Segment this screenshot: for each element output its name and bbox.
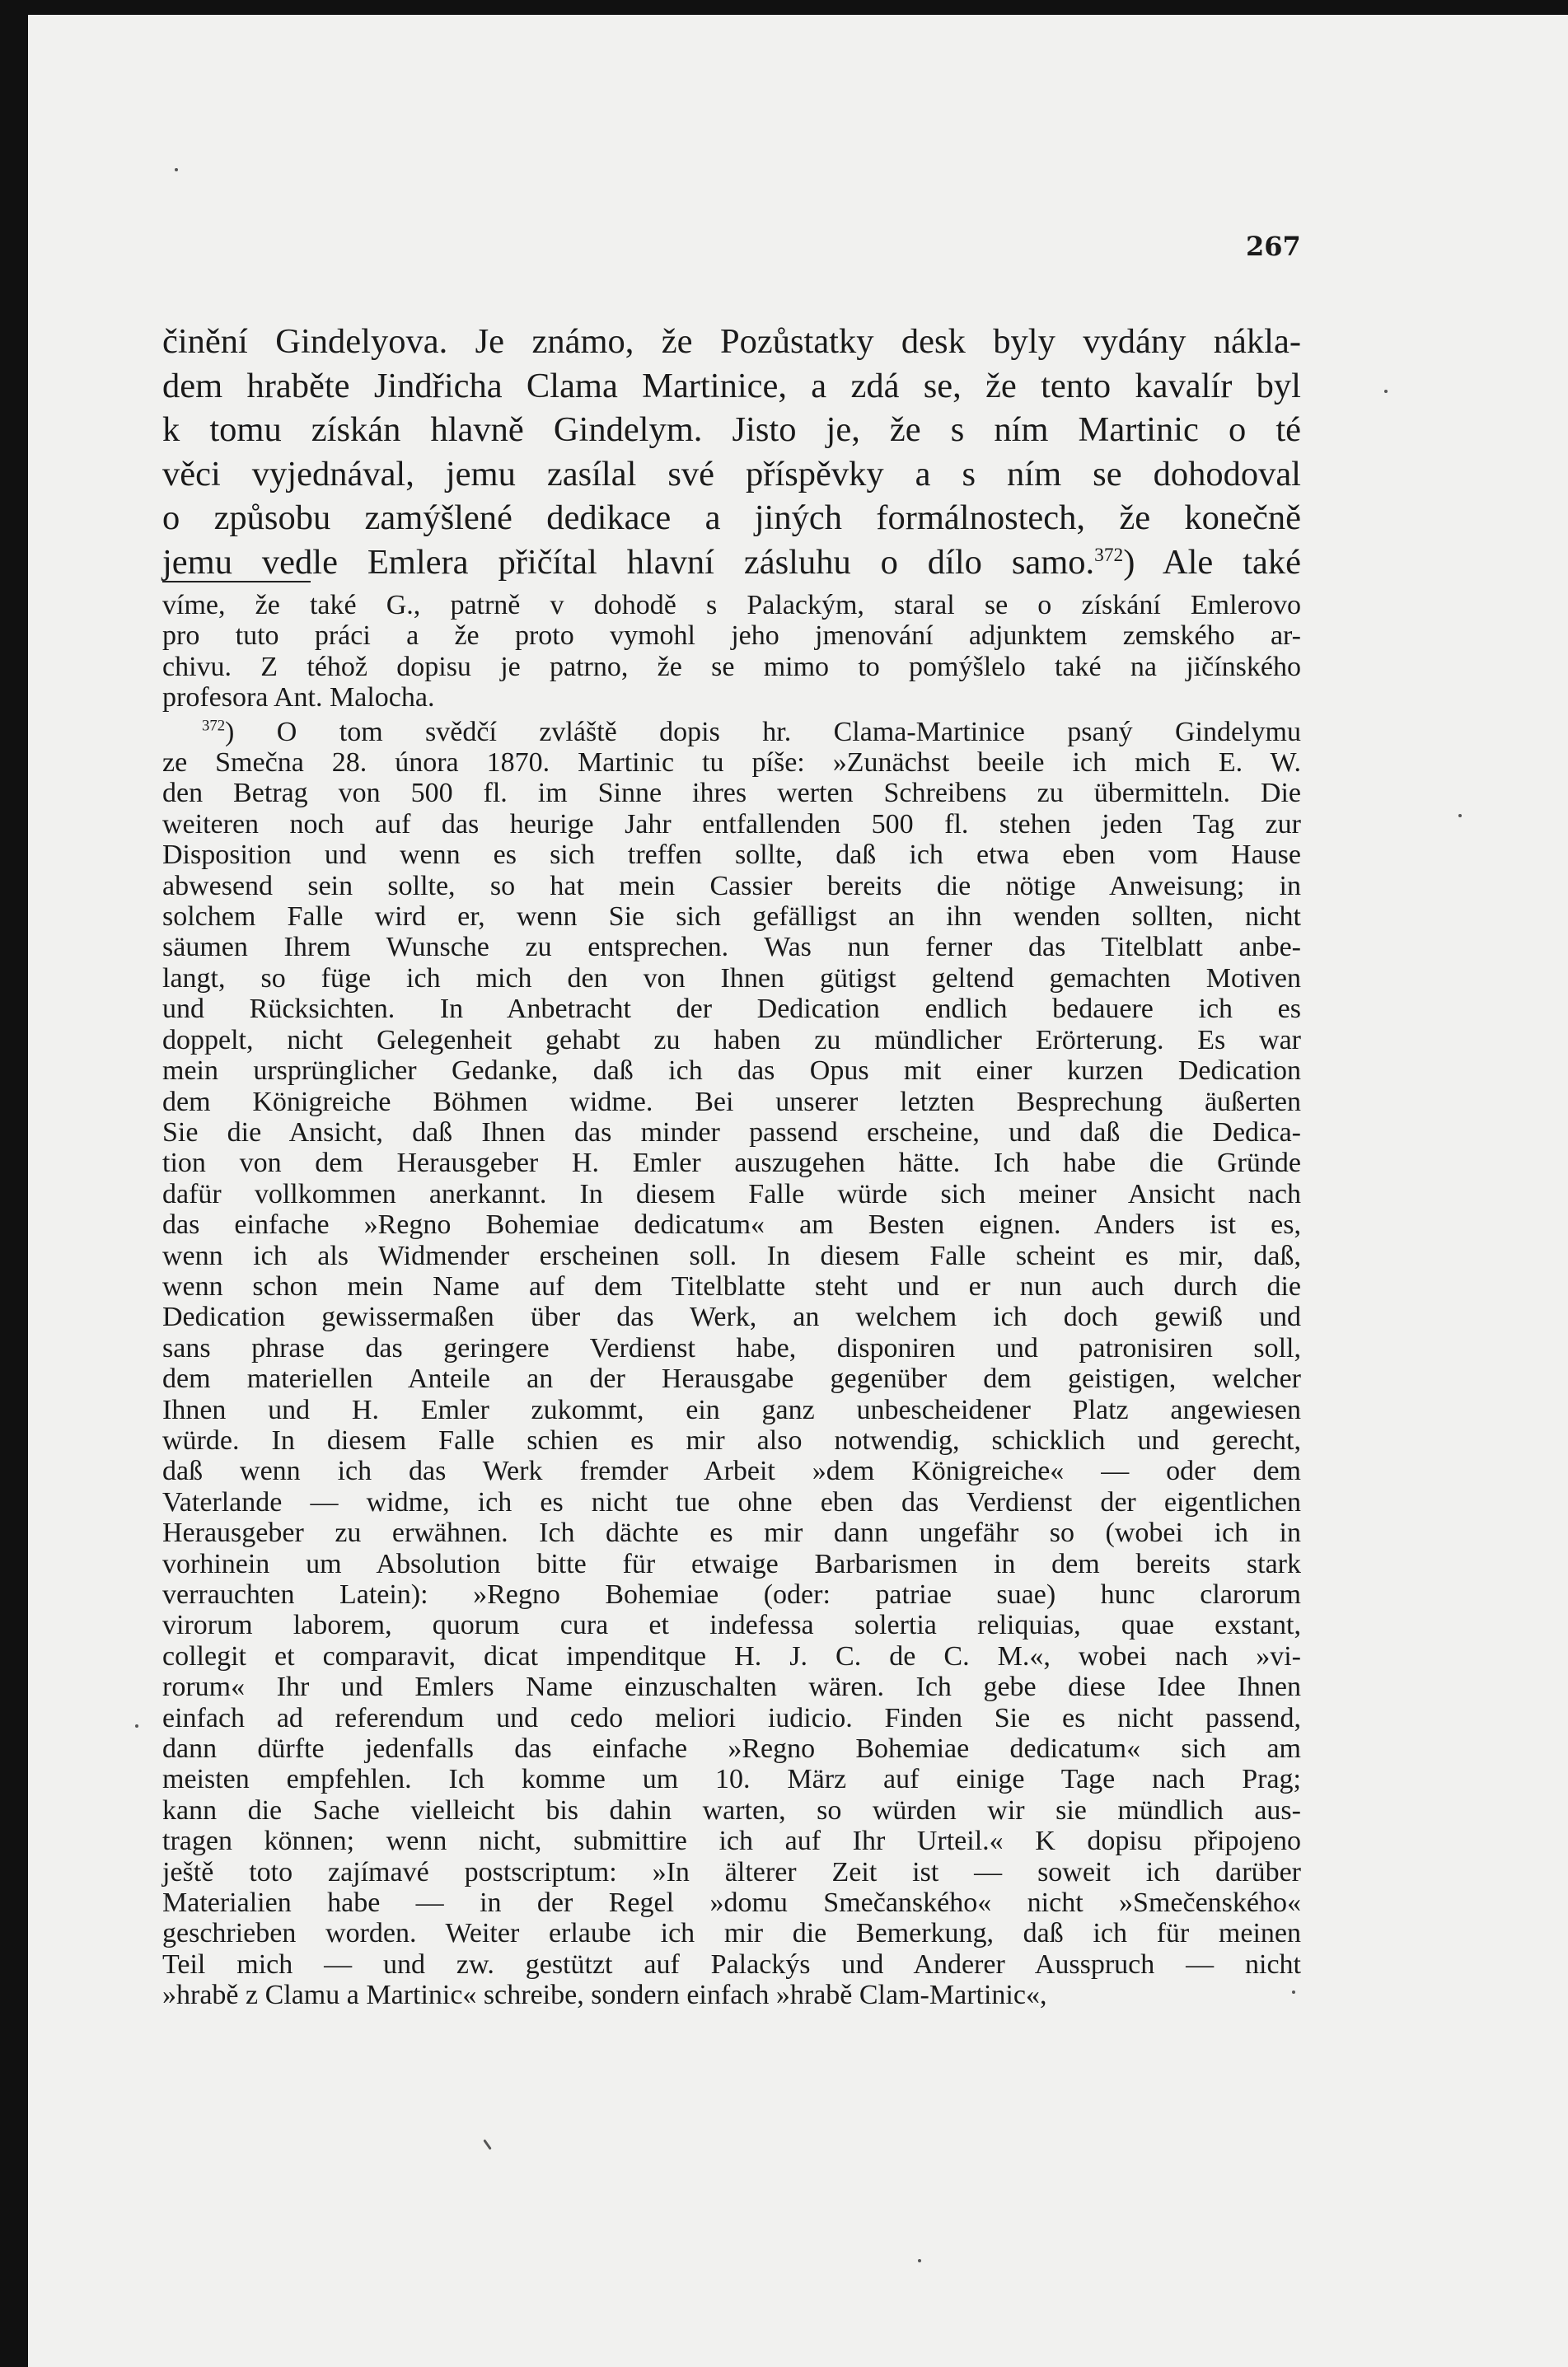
scan-speck <box>1292 1990 1295 1994</box>
footnote-separator-rule <box>162 581 311 582</box>
footnote-372-marker: 372 <box>202 717 226 735</box>
footnote-372-line: collegit et comparavit, dicat impenditque H. J. C. de C. M.«, wobei nach »vi- <box>162 1640 1301 1672</box>
footnote-372-line: säumen Ihrem Wunsche zu entsprechen. Was nun ferner das Titelblatt anbe- <box>162 932 1301 963</box>
footnote-372-line: meisten empfehlen. Ich komme um 10. März auf einige Tage nach Prag; <box>162 1764 1301 1795</box>
main-line-tail: ) Ale také <box>1123 542 1301 582</box>
footnote-372-line: dem Königreiche Böhmen widme. Bei unserer letzten Besprechung äußerten <box>162 1086 1301 1117</box>
main-line: věci vyjednával, jemu zasílal své příspěvky a s ním se dohodoval <box>162 454 1301 494</box>
footnote-372-line: weiteren noch auf das heurige Jahr entfallenden 500 fl. stehen jeden Tag zur <box>162 808 1301 840</box>
footnote-372-line: langt, so füge ich mich den von Ihnen gütigst geltend gemachten Motiven <box>162 962 1301 994</box>
footnote-372-line: rorum« Ihr und Emlers Name einzuschalten wären. Ich gebe diese Idee Ihnen <box>162 1672 1301 1703</box>
footnote-372-line: virorum laborem, quorum cura et indefessa solertia reliquias, quae exstant, <box>162 1610 1301 1641</box>
footnote-372-line: sans phrase das geringere Verdienst habe, disponiren und patronisiren soll, <box>162 1332 1301 1364</box>
footnote-372-line: Materialien habe — in der Regel »domu Smečanského« nicht »Smečenského« <box>162 1888 1301 1919</box>
main-text-block <box>162 320 1301 584</box>
footnote-372-line: wenn ich als Widmender erscheinen soll. In diesem Falle scheint es mir, daß, <box>162 1240 1301 1271</box>
main-line: činění Gindelyova. Je známo, že Pozůstatky desk byly vydány nákla- <box>162 322 1301 361</box>
footnotes-block <box>162 590 1301 2011</box>
footnote-372-line: tragen können; wenn nicht, submittire ich auf Ihr Urteil.« K dopisu připojeno <box>162 1826 1301 1857</box>
main-line-with-reference <box>162 540 1301 585</box>
document-page <box>28 15 1568 2367</box>
scan-speck <box>1384 390 1388 393</box>
main-line: dem hraběte Jindřicha Clama Martinice, a zdá se, že tento kavalír byl <box>162 366 1301 405</box>
scan-speck <box>483 2139 491 2149</box>
footnote-372-line: würde. In diesem Falle schien es mir also notwendig, schicklich und gerecht, <box>162 1424 1301 1456</box>
footnote-372-line: verrauchten Latein): »Regno Bohemiae (oder: patriae suae) hunc clarorum <box>162 1579 1301 1610</box>
footnote-372-line: Dedication gewissermaßen über das Werk, an welchem ich doch gewiß und <box>162 1302 1301 1333</box>
footnote-372-line: Vaterlande — widme, ich es nicht tue ohne eben das Verdienst der eigentlichen <box>162 1486 1301 1518</box>
footnote-372-line: daß wenn ich das Werk fremder Arbeit »dem Königreiche« — oder dem <box>162 1456 1301 1487</box>
main-line: k tomu získán hlavně Gindelym. Jisto je, že s ním Martinic o té <box>162 410 1301 449</box>
footnote-372-line: Ihnen und H. Emler zukommt, ein ganz unbescheidener Platz angewiesen <box>162 1394 1301 1425</box>
scan-speck <box>135 1724 138 1728</box>
footnote-372-line: Herausgeber zu erwähnen. Ich dächte es mir dann ungefähr so (wobei ich in <box>162 1518 1301 1549</box>
footnote-372-line: vorhinein um Absolution bitte für etwaige Barbarismen in dem bereits stark <box>162 1548 1301 1579</box>
footnote-continuation-line: profesora Ant. Malocha. <box>162 682 435 713</box>
footnote-continuation-line: víme, že také G., patrně v dohodě s Palackým, staral se o získání Emlerovo <box>162 590 1301 620</box>
footnote-372-line: den Betrag von 500 fl. im Sinne ihres werten Schreibens zu übermitteln. Die <box>162 778 1301 809</box>
footnote-372-line: Teil mich — und zw. gestützt auf Palackýs und Anderer Ausspruch — nicht <box>162 1948 1301 1980</box>
footnote-372-line: wenn schon mein Name auf dem Titelblatte steht und er nun auch durch die <box>162 1270 1301 1302</box>
footnote-372-line: solchem Falle wird er, wenn Sie sich gefälligst an ihn wenden sollten, nicht <box>162 901 1301 933</box>
scan-speck <box>918 2259 921 2262</box>
page-number: 267 <box>1246 231 1301 262</box>
footnote-372-line: abwesend sein sollte, so hat mein Cassier bereits die nötige Anweisung; in <box>162 870 1301 901</box>
footnote-reference-marker: 372 <box>1094 544 1124 566</box>
footnote-372-line: dafür vollkommen anerkannt. In diesem Falle würde sich meiner Ansicht nach <box>162 1178 1301 1209</box>
footnote-continuation-line: pro tuto práci a že proto vymohl jeho jmenování adjunktem zemského ar- <box>162 620 1301 652</box>
footnote-372-line: dann dürfte jedenfalls das einfache »Regno Bohemiae dedicatum« sich am <box>162 1733 1301 1765</box>
footnote-372-first-line <box>162 717 1301 747</box>
footnote-372-line: tion von dem Herausgeber H. Emler auszugehen hätte. Ich habe die Gründe <box>162 1148 1301 1179</box>
footnote-372-line: doppelt, nicht Gelegenheit gehabt zu haben zu mündlicher Erörterung. Es war <box>162 1024 1301 1055</box>
footnote-372-line: das einfache »Regno Bohemiae dedicatum« am Besten eignen. Anders ist es, <box>162 1209 1301 1241</box>
main-line-text: jemu vedle Emlera přičítal hlavní zásluhu o dílo samo. <box>162 542 1095 582</box>
footnote-372-line: »hrabě z Clamu a Martinic« schreibe, sondern einfach »hrabě Clam-Martinic«, <box>162 1980 1047 2011</box>
footnote-372-line: ještě toto zajímavé postscriptum: »In älterer Zeit ist — soweit ich darüber <box>162 1856 1301 1888</box>
scan-speck <box>175 168 178 171</box>
footnote-372-line: Sie die Ansicht, daß Ihnen das minder passend erscheine, und daß die Dedica- <box>162 1116 1301 1148</box>
footnote-372-line: dem materiellen Anteile an der Herausgabe gegenüber dem geistigen, welcher <box>162 1364 1301 1395</box>
footnote-372-line: ze Smečna 28. února 1870. Martinic tu píše: »Zunächst beeile ich mich E. W. <box>162 747 1301 779</box>
footnote-372-text: ) O tom svědčí zvláště dopis hr. Clama-Martinice psaný Gindelymu <box>225 716 1301 747</box>
footnote-continuation-line: chivu. Z téhož dopisu je patrno, že se mimo to pomýšlelo také na jičínského <box>162 651 1301 682</box>
footnote-372-line: einfach ad referendum und cedo meliori iudicio. Finden Sie es nicht passend, <box>162 1702 1301 1733</box>
main-line: o způsobu zamýšlené dedikace a jiných formálnostech, že konečně <box>162 498 1301 537</box>
footnote-372-line: mein ursprünglicher Gedanke, daß ich das Opus mit einer kurzen Dedication <box>162 1055 1301 1087</box>
footnote-372-line: und Rücksichten. In Anbetracht der Dedication endlich bedauere ich es <box>162 994 1301 1025</box>
footnote-372-line: geschrieben worden. Weiter erlaube ich mir die Bemerkung, daß ich für meinen <box>162 1918 1301 1949</box>
footnote-372-line: Disposition und wenn es sich treffen sollte, daß ich etwa eben vom Hause <box>162 840 1301 871</box>
footnote-372-line: kann die Sache vielleicht bis dahin warten, so würden wir sie mündlich aus- <box>162 1794 1301 1826</box>
scan-speck <box>1458 814 1462 817</box>
